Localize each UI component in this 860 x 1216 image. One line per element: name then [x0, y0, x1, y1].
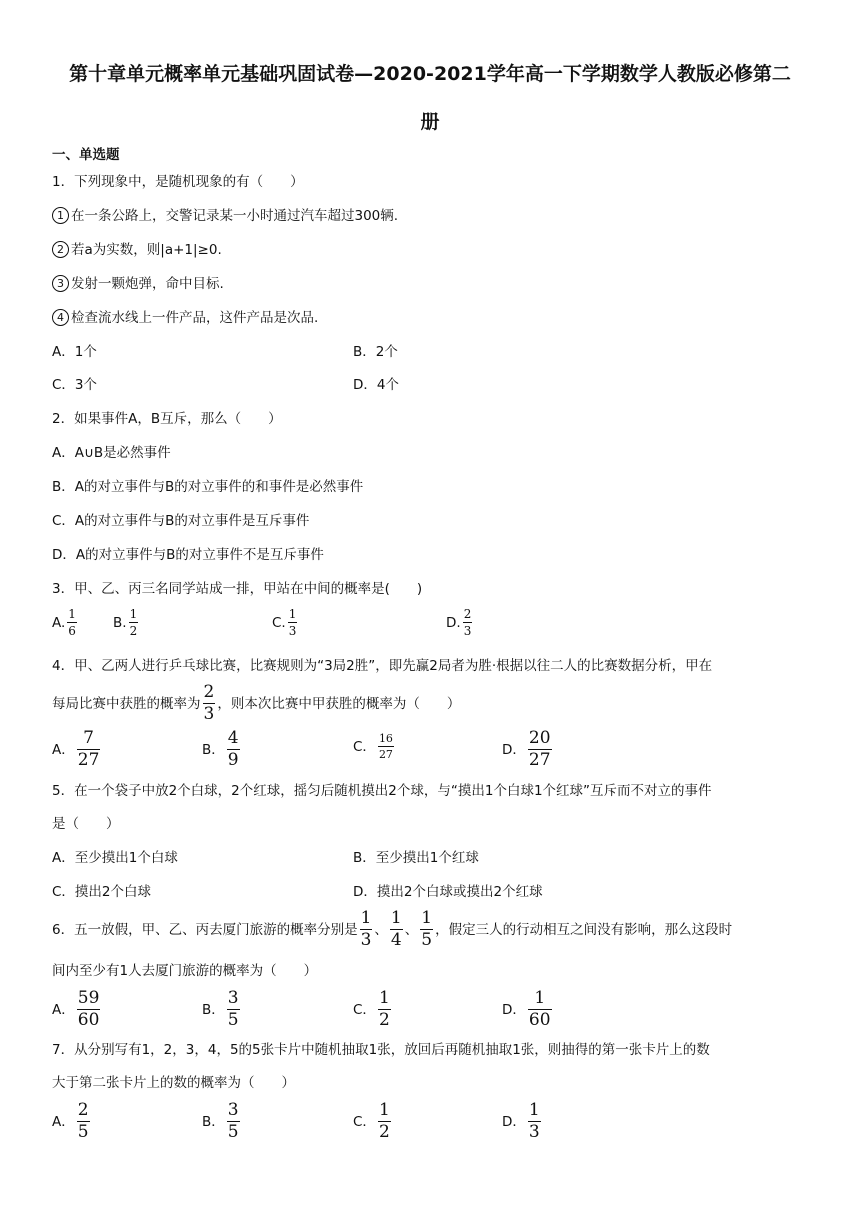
question-6-option-b [202, 990, 242, 1029]
question-1-option-c: C．3个 [52, 377, 98, 393]
item-number-badge: 1 [52, 207, 69, 224]
question-1-option-a: A．1个 [52, 344, 97, 360]
question-3-option-d [446, 608, 474, 637]
fraction-bar [129, 622, 139, 623]
fraction-denominator: 60 [77, 1010, 100, 1030]
question-3-stem: 3．甲、乙、丙三名同学站成一排，甲站在中间的概率是( ) [52, 581, 423, 597]
question-7-stem-line1: 7．从分别写有1，2，3，4，5的5张卡片中随机抽取1张，放回后再随机抽取1张，则抽得的第一张卡片上的数 [52, 1042, 710, 1058]
stem-text: 每局比赛中获胜的概率为 [52, 695, 201, 712]
option-label: C． [353, 738, 376, 755]
fraction-denominator: 3 [360, 930, 372, 950]
option-fraction [227, 990, 240, 1029]
question-4-option-b [202, 730, 242, 769]
fraction-numerator: 2 [203, 682, 215, 702]
question-7-option-a [52, 1102, 92, 1141]
option-label: C. [272, 614, 286, 631]
stem-separator: 、 [404, 921, 419, 938]
fraction-numerator: 16 [378, 732, 393, 745]
fraction-numerator: 3 [227, 1100, 239, 1120]
option-label: D. [446, 614, 461, 631]
option-label: B. [113, 614, 127, 631]
option-fraction [528, 1102, 541, 1141]
question-5-stem-line2: 是（ ） [52, 816, 120, 832]
question-6-option-c [353, 990, 393, 1029]
question-2-stem: 2．如果事件A，B互斥，那么（ ） [52, 411, 282, 427]
option-label: B． [202, 1113, 225, 1130]
question-4-option-a [52, 730, 102, 769]
question-5-option-b: B．至少摸出1个红球 [353, 850, 479, 866]
fraction-numerator: 4 [227, 728, 239, 748]
option-fraction [528, 990, 552, 1029]
stem-text: 6．五一放假，甲、乙、丙去厦门旅游的概率分别是 [52, 921, 358, 938]
question-7-option-b [202, 1102, 242, 1141]
option-fraction [77, 1102, 90, 1141]
question-1-stem: 1．下列现象中，是随机现象的有（ ） [52, 174, 304, 190]
fraction-numerator: 1 [129, 607, 138, 621]
fraction-denominator: 9 [227, 750, 239, 770]
fraction-numerator: 3 [227, 988, 239, 1008]
option-fraction [463, 608, 473, 637]
question-3-option-c [272, 608, 299, 637]
option-fraction [378, 733, 394, 760]
question-1-item [52, 207, 398, 225]
fraction-denominator: 2 [129, 624, 138, 638]
fraction-denominator: 5 [227, 1010, 239, 1030]
item-number-badge: 3 [52, 275, 69, 292]
question-2-option-a: A．A∪B是必然事件 [52, 445, 171, 461]
exam-title-line1: 第十章单元概率单元基础巩固试卷—2020-2021学年高一下学期数学人教版必修第二 [69, 63, 791, 85]
question-1-option-d: D．4个 [353, 377, 399, 393]
question-1-option-b: B．2个 [353, 344, 398, 360]
fraction-denominator: 5 [77, 1122, 89, 1142]
question-7-option-c [353, 1102, 393, 1141]
option-fraction [227, 730, 240, 769]
question-5-option-d: D．摸出2个白球或摸出2个红球 [353, 884, 543, 900]
question-4-option-c [353, 733, 396, 760]
question-7-option-d [502, 1102, 543, 1141]
section-heading: 一、单选题 [52, 147, 120, 163]
option-label: D． [502, 741, 526, 758]
option-fraction [67, 608, 77, 637]
stem-fraction [203, 684, 216, 723]
stem-separator: 、 [374, 921, 388, 938]
fraction-denominator: 5 [421, 930, 433, 950]
fraction-numerator: 59 [77, 988, 100, 1008]
question-2-option-c: C．A的对立事件与B的对立事件是互斥事件 [52, 513, 310, 529]
option-label: B． [202, 741, 225, 758]
fraction-numerator: 1 [528, 1100, 540, 1120]
option-fraction [77, 990, 101, 1029]
item-number-badge: 2 [52, 241, 69, 258]
fraction-denominator: 5 [227, 1122, 239, 1142]
question-1-item [52, 275, 224, 293]
stem-text: ，假定三人的行动相互之间没有影响，那么这段时 [435, 921, 733, 938]
stem-fraction [390, 910, 403, 949]
fraction-denominator: 2 [378, 1122, 390, 1142]
fraction-denominator: 27 [77, 750, 100, 770]
option-label: D． [502, 1001, 526, 1018]
fraction-denominator: 3 [288, 624, 297, 638]
option-label: A． [52, 1001, 75, 1018]
option-fraction [378, 1102, 391, 1141]
question-5-option-c: C．摸出2个白球 [52, 884, 152, 900]
fraction-denominator: 3 [528, 1122, 540, 1142]
item-text: 在一条公路上，交警记录某一小时通过汽车超过300辆. [71, 208, 399, 224]
fraction-numerator: 2 [463, 607, 472, 621]
fraction-numerator: 1 [68, 607, 76, 621]
fraction-numerator: 1 [360, 908, 372, 928]
fraction-bar [463, 622, 473, 623]
stem-fraction [420, 910, 433, 949]
question-4-option-d [502, 730, 554, 769]
option-label: A. [52, 614, 66, 631]
fraction-numerator: 1 [378, 988, 390, 1008]
option-label: C． [353, 1001, 376, 1018]
fraction-numerator: 20 [528, 728, 551, 748]
question-3-option-b [113, 608, 140, 637]
fraction-numerator: 2 [77, 1100, 89, 1120]
question-6-stem-line1 [52, 910, 732, 949]
stem-text: ，则本次比赛中甲获胜的概率为（ ） [217, 695, 461, 712]
option-fraction [288, 608, 298, 637]
fraction-denominator: 3 [463, 624, 472, 638]
fraction-denominator: 6 [68, 624, 76, 638]
question-5-option-a: A．至少摸出1个白球 [52, 850, 178, 866]
item-text: 发射一颗炮弹，命中目标. [71, 276, 224, 292]
question-5-stem-line1: 5．在一个袋子中放2个白球，2个红球，摇匀后随机摸出2个球，与“摸出1个白球1个红球”互斥而不对立的事件 [52, 783, 712, 799]
question-4-stem-line1: 4．甲、乙两人进行乒乓球比赛，比赛规则为“3局2胜”，即先赢2局者为胜·根据以往二人的比赛数据分析，甲在 [52, 658, 713, 674]
question-6-option-d [502, 990, 554, 1029]
option-fraction [227, 1102, 240, 1141]
question-3-option-a [52, 608, 79, 637]
question-2-option-d: D．A的对立事件与B的对立事件不是互斥事件 [52, 547, 324, 563]
fraction-numerator: 1 [288, 607, 297, 621]
option-fraction [378, 990, 391, 1029]
fraction-denominator: 3 [203, 704, 215, 724]
fraction-numerator: 1 [390, 908, 402, 928]
fraction-numerator: 1 [421, 908, 433, 928]
question-4-stem-line2 [52, 684, 460, 723]
fraction-bar [378, 746, 394, 747]
option-fraction [77, 730, 101, 769]
fraction-denominator: 4 [390, 930, 402, 950]
option-label: A． [52, 1113, 75, 1130]
question-1-item [52, 309, 318, 327]
question-1-item [52, 241, 222, 259]
item-text: 若a为实数，则|a+1|≥0. [71, 242, 222, 258]
option-label: C． [353, 1113, 376, 1130]
option-fraction [528, 730, 552, 769]
fraction-denominator: 27 [378, 748, 393, 761]
fraction-denominator: 2 [378, 1010, 390, 1030]
stem-fraction [360, 910, 373, 949]
item-number-badge: 4 [52, 309, 69, 326]
fraction-denominator: 60 [528, 1010, 551, 1030]
fraction-numerator: 1 [534, 988, 546, 1008]
question-6-option-a [52, 990, 102, 1029]
item-text: 检查流水线上一件产品，这件产品是次品. [71, 310, 319, 326]
question-2-option-b: B．A的对立事件与B的对立事件的和事件是必然事件 [52, 479, 364, 495]
option-fraction [129, 608, 139, 637]
fraction-bar [67, 622, 77, 623]
option-label: A． [52, 741, 75, 758]
fraction-bar [288, 622, 298, 623]
fraction-numerator: 7 [83, 728, 94, 748]
fraction-denominator: 27 [528, 750, 551, 770]
option-label: B． [202, 1001, 225, 1018]
option-label: D． [502, 1113, 526, 1130]
question-7-stem-line2: 大于第二张卡片上的数的概率为（ ） [52, 1075, 295, 1091]
exam-title-line2: 册 [420, 111, 440, 133]
fraction-numerator: 1 [378, 1100, 390, 1120]
question-6-stem-line2: 间内至少有1人去厦门旅游的概率为（ ） [52, 963, 318, 979]
